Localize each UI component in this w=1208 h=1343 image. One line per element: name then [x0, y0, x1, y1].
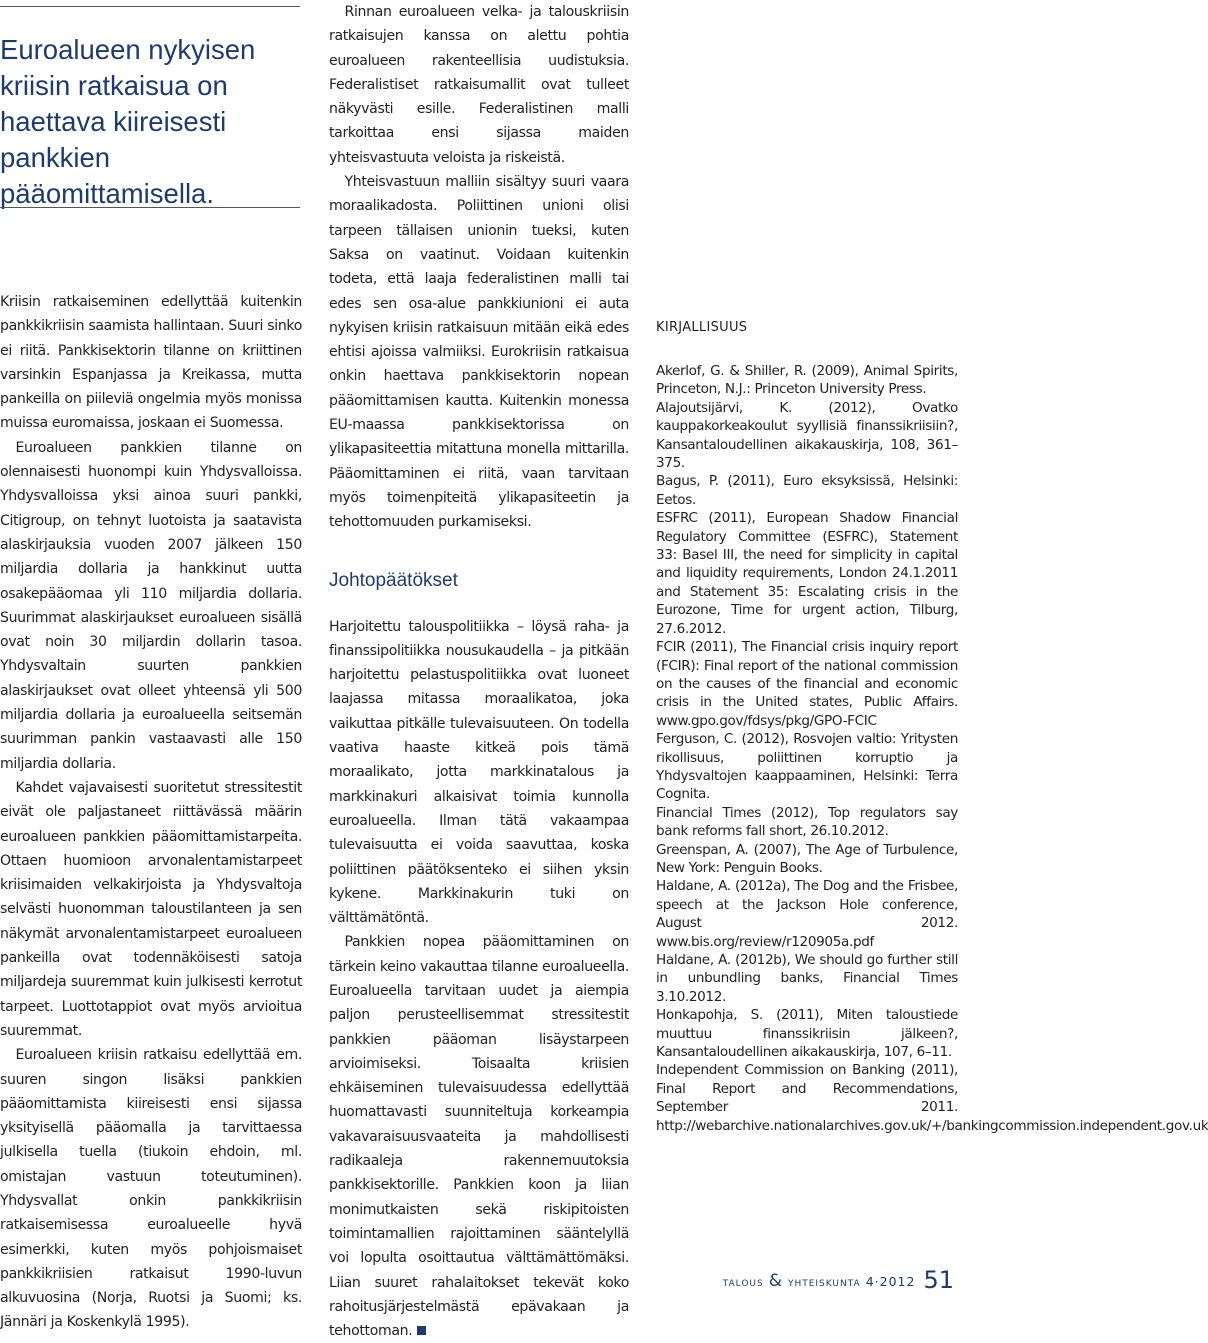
headline-rule	[0, 207, 300, 208]
magazine-name	[722, 1271, 916, 1291]
reference-item: Financial Times (2012), Top regulators say bank reforms fall short, 26.10.2012.	[656, 804, 958, 840]
paragraph: Kriisin ratkaiseminen edellyttää kuitenkin pankkikriisin saamista hallintaan. Suuri sinko ei riitä. Pankkisektorin tilanne on kriittinen varsinkin Espanjassa ja Kreikassa, mutta pankeilla on piileviä ongelmia myös monissa muissa euromaissa, joskaan ei Suomessa.	[0, 294, 302, 432]
reference-item: Bagus, P. (2011), Euro eksyksissä, Helsinki: Eetos.	[656, 473, 958, 508]
reference-item: Akerlof, G. & Shiller, R. (2009), Animal Spirits, Princeton, N.J.: Princeton University Press.	[656, 363, 958, 398]
end-mark-square-icon	[417, 1326, 426, 1335]
magazine-word-1: talous	[722, 1274, 764, 1289]
column-2	[329, 0, 629, 1343]
reference-item: ESFRC (2011), European Shadow Financial Regulatory Committee (ESFRC), Statement 33: Basel III, the need for simplicity in capital and liquidity requirements, London 24.1.2011 and Statement 35: Escalating crisis in the Eurozone, Time for urgent action, Tilburg, 27.6.2012.	[656, 510, 958, 637]
paragraph: Harjoitettu talouspolitiikka – löysä raha- ja finanssipolitiikka nousukaudella – ja pitkään harjoitettu pelastuspolitiikka ovat luoneet laajassa mitassa moraalikatoa, joka vaikuttaa pitkälle tulevaisuuteen. On todella vaativa haaste kitkeä pois tämä moraalikato, jotta markkinatalous ja markkinakuri alkaisivat toimia kunnolla euroalueella. Ilman tätä vakaampaa tulevaisuutta ei voida saavuttaa, koska poliittinen päätöksenteko ei siihen yksin kykene. Markkinakurin tuki on välttämätöntä.	[329, 618, 629, 927]
pull-quote-headline: Euroalueen nykyisen kriisin ratkaisua on haettava kiireisesti pankkien pääomittamisella.	[0, 34, 256, 209]
reference-item: Haldane, A. (2012b), We should go further still in unbundling banks, Financial Times 3.10.2012.	[656, 952, 958, 1005]
paragraph: Kahdet vajavaisesti suoritetut stressitestit eivät ole paljastaneet riittävässä määrin euroalueen pankkien pääomittamistarpeita. Ottaen huomioon arvonalentamistarpeet kriisimaiden velkakirjoista ja Yhdysvaltoja selvästi huonomman taloustilanteen ja sen näkymät arvonalentamistarpeet euroalueen pankeilla ovat todennäköisesti satoja miljardeja suuremmat kuin julkisesti kerrotut tarpeet. Luottotappiot ovat myös arvioitua suuremmat.	[0, 779, 302, 1039]
column-3	[656, 0, 1208, 1135]
references-heading: KIRJALLISUUS	[656, 320, 748, 335]
column-spacer	[656, 0, 958, 318]
reference-item: Alajoutsijärvi, K. (2012), Ovatko kauppakorkeakoulut syyllisiä finanssikriisiin?, Kansantaloudellinen aikakauskirja, 108, 361–375.	[656, 399, 958, 472]
paragraph: Euroalueen pankkien tilanne on olennaisesti huonompi kuin Yhdysvalloissa. Yhdysvalloissa yksi ainoa suuri pankki, Citigroup, on tehnyt luotoista ja saatavista alaskirjauksia vuoden 2007 jälkeen 150 miljardia dollaria ja hankkinut uutta osakepääomaa yli 110 miljardia dollaria. Suurimmat alaskirjaukset euroalueen sisällä ovat noin 30 miljardin dollarin tasoa. Yhdysvaltain suurten pankkien alaskirjaukset ovat olleet yhteensä yli 500 miljardia dollaria ja euroalueella seitsemän suurimman pankin vastaavasti alle 150 miljardia dollaria.	[0, 439, 302, 772]
issue-number: 4·2012	[865, 1274, 916, 1289]
paragraph	[329, 930, 629, 1343]
magazine-word-2: yhteiskunta	[787, 1274, 861, 1289]
reference-item: FCIR (2011), The Financial crisis inquiry report (FCIR): Final report of the national commission on the causes of the financial and economic crisis in the United states, Public Affairs. www.gpo.gov/fdsys/pkg/GPO-FCIC	[656, 639, 958, 729]
magazine-ampersand: &	[768, 1271, 783, 1291]
paragraph: Rinnan euroalueen velka- ja talouskriisin ratkaisujen kanssa on alettu pohtia euroalueen rakenteellisia uudistuksia. Federalistiset ratkaisumallit ovat tulleet näkyvästi esille. Federalistinen malli tarkoittaa ensi sijassa maiden yhteisvastuuta veloista ja riskeistä.	[329, 4, 629, 166]
paragraph: Yhteisvastuun malliin sisältyy suuri vaara moraalikadosta. Poliittinen unioni olisi tarpeen tällaisen unionin tueksi, kuten Saksa on vaatinut. Voidaan kuitenkin todeta, että laaja federalistinen malli tai edes sen osa-alue pankkiunioni ei auta nykyisen kriisin ratkaisuun mitään eikä edes ehtisi ajoissa valmiiksi. Eurokriisin ratkaisua onkin haettava pankkisektorin nopean pääomittamisen kautta. Kuitenkin monessa EU-maassa pankkisektorissa on ylikapasiteettia mitattuna monella mittarilla. Pääomittaminen ei riitä, vaan tarvitaan myös toimenpiteitä ylikapasiteetin ja tehottomuuden purkamiseksi.	[329, 174, 629, 531]
top-rule	[0, 6, 300, 7]
references-list	[656, 362, 1208, 1135]
reference-item: Honkapohja, S. (2011), Miten taloustiede muuttuu finanssikriisin jälkeen?, Kansantaloudellinen aikakauskirja, 107, 6–11.	[656, 1007, 958, 1061]
page-footer	[723, 1266, 954, 1294]
reference-item: Greenspan, A. (2007), The Age of Turbulence, New York: Penguin Books.	[656, 841, 958, 876]
paragraph-text: Pankkien nopea pääomittaminen on tärkein keino vakauttaa tilanne euroalueella. Euroalueella tarvitaan uudet ja aiempia paljon perusteellisemmat stressitestit pankkien pääoman lisäystarpeen arvioimiseksi. Toisaalta kriisien ehkäiseminen tulevaisuudessa edellyttää huomattavasti suunniteltuja korkeampia vakavaraisuusvaateita ja mahdollisesti radikaaleja rakennemuutoksia pankkisektorille. Pankkien koon ja liian monimutkaisten sekä riskipitoisten toimintamallien rajoittaminen sääntelyllä voi lopulta osoittautua välttämättömäksi. Liian suuret rahalaitokset tekevät koko rahoitusjärjestelmästä epävakaan ja tehottoman.	[329, 934, 629, 1340]
paragraph: Euroalueen kriisin ratkaisu edellyttää em. suuren singon lisäksi pankkien pääomittamista kiireisesti ensi sijassa yksityisellä pääomalla ja tarvittaessa julkisella tuella (tiukoin ehdoin, ml. omistajan vastuun toteutuminen). Yhdysvallat onkin pankkikriisin ratkaisemisessa euroalueelle hyvä esimerkki, kuten myös pohjoismaiset pankkikriisien ratkaisut 1990-luvun alkuvuosina (Norja, Ruotsi ja Suomi; ks. Jännäri ja Koskenkylä 1995).	[0, 1047, 302, 1331]
section-heading-conclusions: Johtopäätökset	[329, 569, 458, 591]
page-number: 51	[923, 1266, 954, 1294]
reference-item: Haldane, A. (2012a), The Dog and the Frisbee, speech at the Jackson Hole conference, August 2012. www.bis.org/review/r120905a.pdf	[656, 878, 958, 950]
reference-item: Independent Commission on Banking (2011), Final Report and Recommendations, September 2011. http://webarchive.nationalarchives.gov.uk/+/bankingcommission.independent.gov.uk	[656, 1062, 1208, 1134]
reference-item: Ferguson, C. (2012), Rosvojen valtio: Yritysten rikollisuus, poliittinen korruptio ja Yhdysvaltojen kaappaaminen, Helsinki: Terra Cognita.	[656, 731, 958, 803]
column-1	[0, 290, 302, 1335]
